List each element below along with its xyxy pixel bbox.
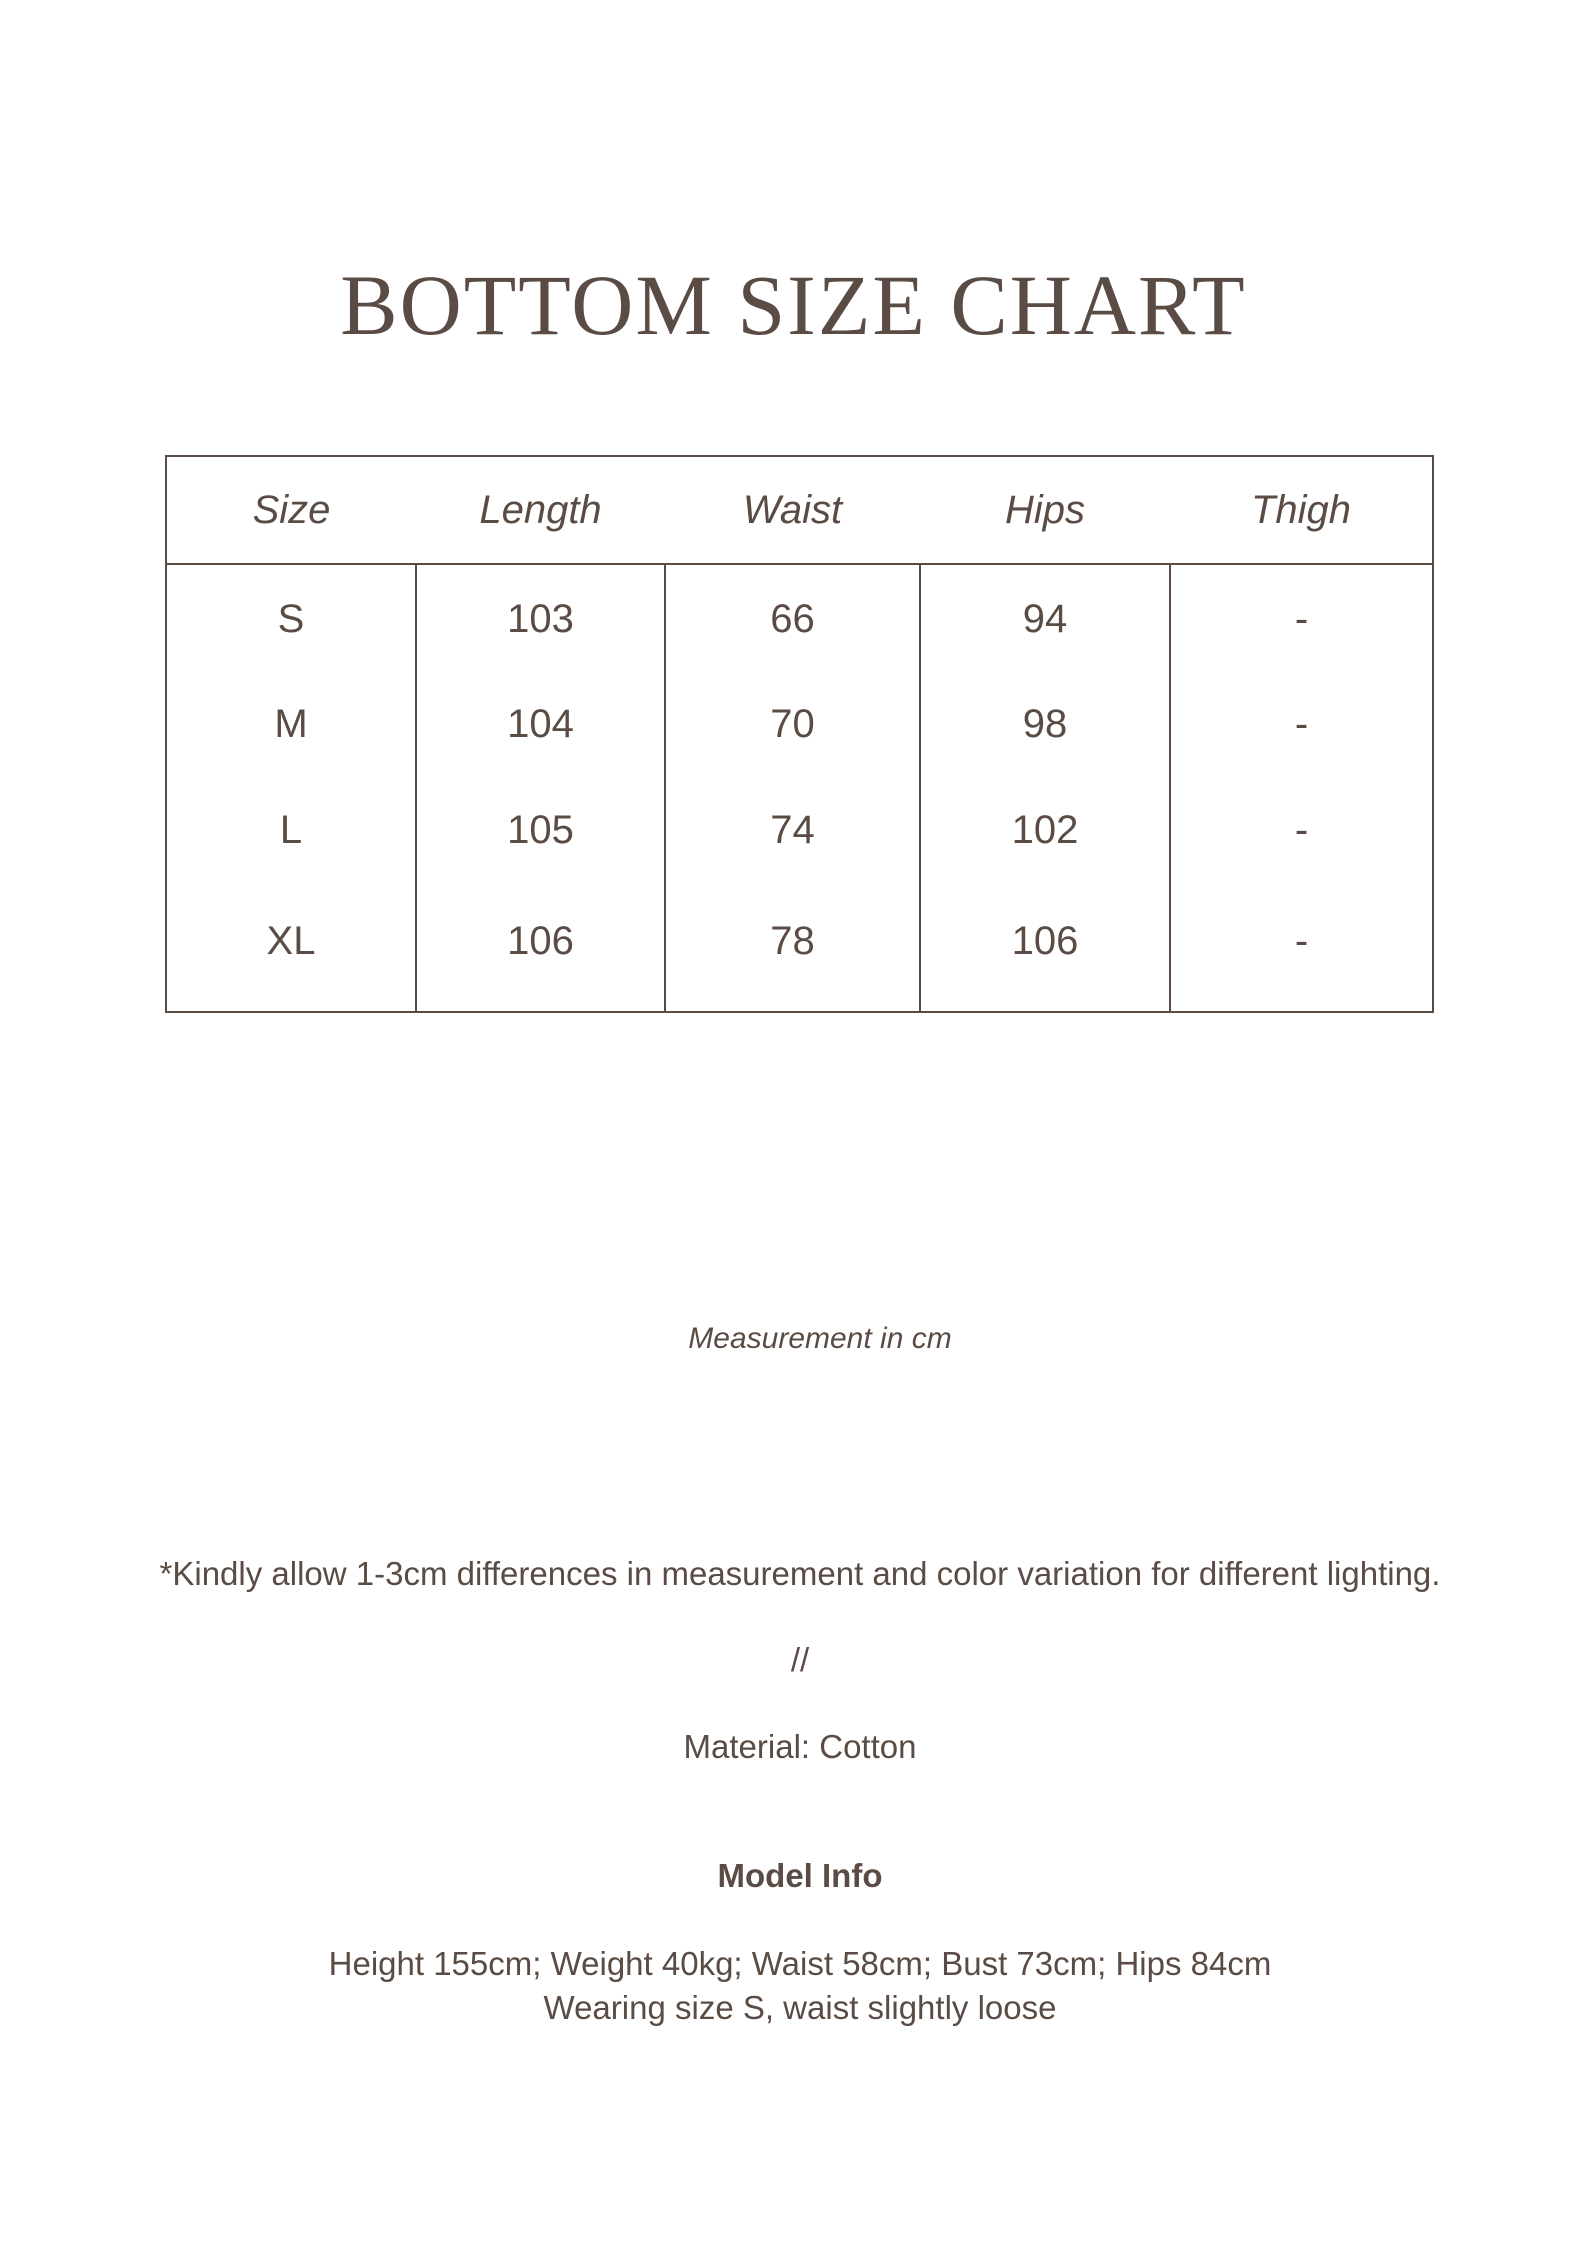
table-row <box>166 883 1433 1012</box>
separator: // <box>790 1641 810 1678</box>
cell-size: S <box>166 564 416 671</box>
header-waist: Waist <box>665 456 920 564</box>
size-chart-table <box>165 455 1434 1013</box>
cell-length: 104 <box>416 671 665 777</box>
cell-thigh: - <box>1170 671 1433 777</box>
material-text: Material: Cotton <box>683 1728 917 1765</box>
header-length: Length <box>416 456 665 564</box>
table-header-row <box>166 456 1433 564</box>
cell-size: XL <box>166 883 416 1012</box>
model-wearing-size: Wearing size S, waist slightly loose <box>543 1989 1057 2026</box>
header-hips: Hips <box>920 456 1170 564</box>
table-row <box>166 564 1433 671</box>
cell-thigh: - <box>1170 883 1433 1012</box>
cell-hips: 106 <box>920 883 1170 1012</box>
disclaimer-text: *Kindly allow 1-3cm differences in measurement and color variation for different lighting. <box>159 1555 1441 1592</box>
cell-hips: 102 <box>920 777 1170 883</box>
measurement-unit-note: Measurement in cm <box>688 1322 952 1355</box>
cell-length: 106 <box>416 883 665 1012</box>
cell-size: M <box>166 671 416 777</box>
header-thigh: Thigh <box>1170 456 1433 564</box>
page-title: BOTTOM SIZE CHART <box>340 257 1247 353</box>
cell-waist: 70 <box>665 671 920 777</box>
cell-waist: 66 <box>665 564 920 671</box>
cell-length: 105 <box>416 777 665 883</box>
model-measurements: Height 155cm; Weight 40kg; Waist 58cm; Bust 73cm; Hips 84cm <box>328 1945 1272 1982</box>
cell-length: 103 <box>416 564 665 671</box>
cell-waist: 74 <box>665 777 920 883</box>
header-size: Size <box>166 456 416 564</box>
cell-size: L <box>166 777 416 883</box>
cell-waist: 78 <box>665 883 920 1012</box>
table-row <box>166 777 1433 883</box>
cell-hips: 98 <box>920 671 1170 777</box>
cell-thigh: - <box>1170 564 1433 671</box>
model-info-heading: Model Info <box>717 1857 883 1894</box>
table-row <box>166 671 1433 777</box>
cell-thigh: - <box>1170 777 1433 883</box>
cell-hips: 94 <box>920 564 1170 671</box>
